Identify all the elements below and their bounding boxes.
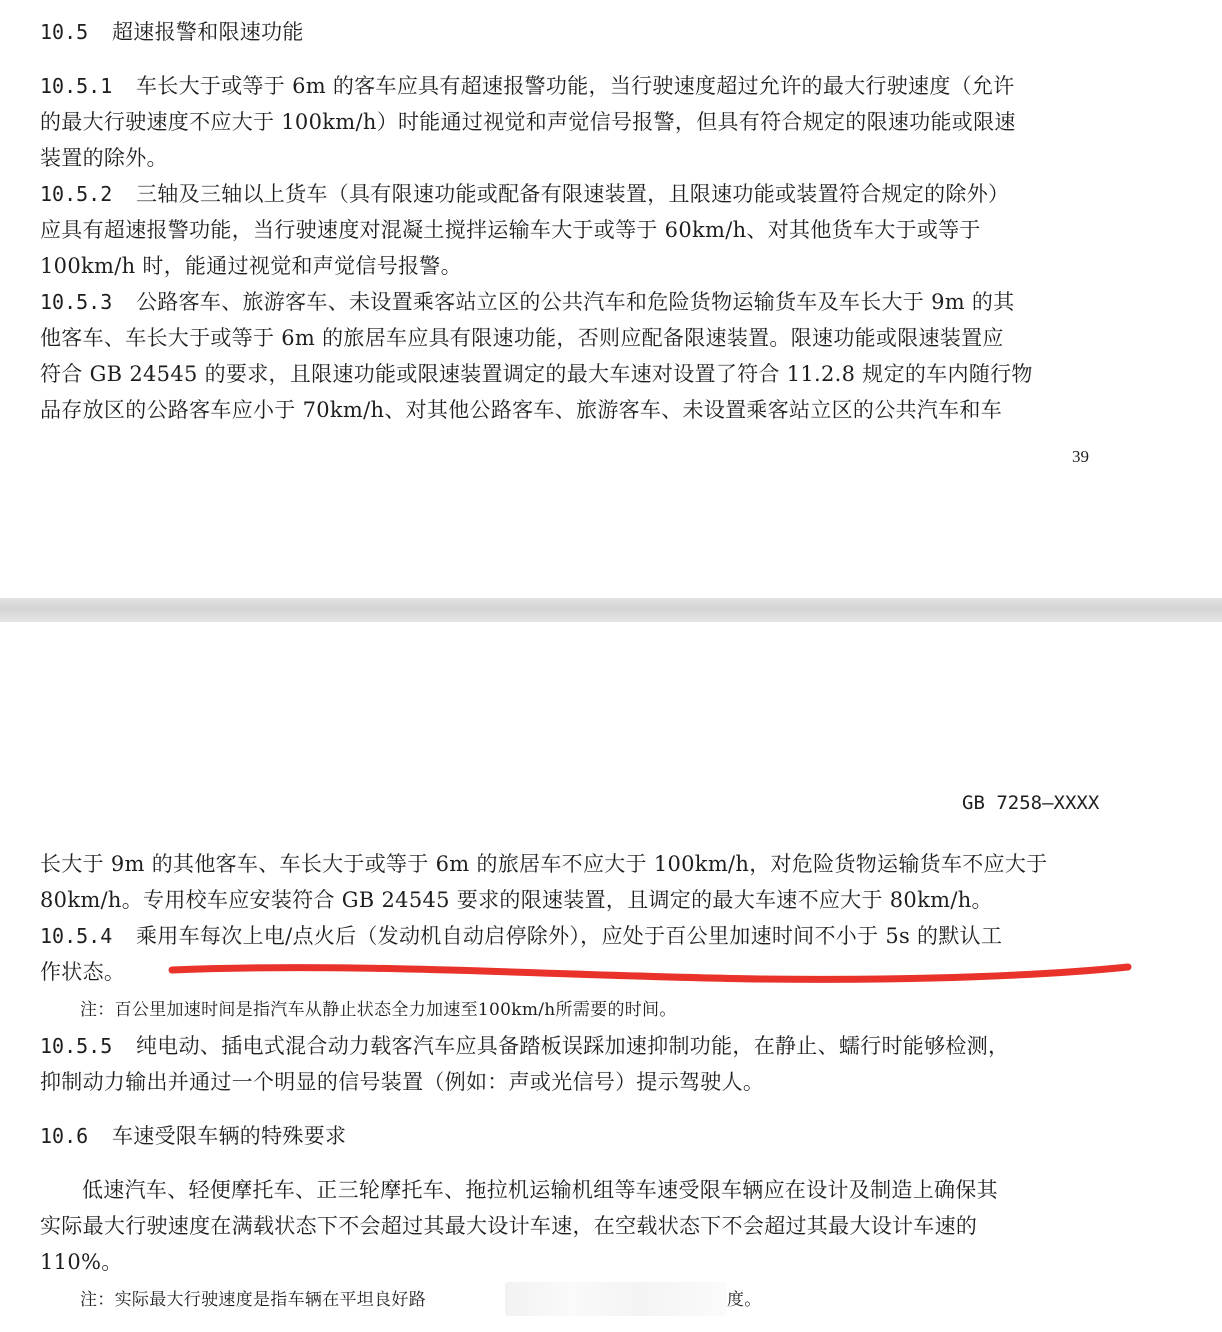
clause-10-5-2-line-1: 10.5.2 三轴及三轴以上货车（具有限速功能或配备有限速装置，且限速功能或装置符合规定的除外） — [40, 182, 1010, 206]
clause-10-5-2-line-3: 100km/h 时，能通过视觉和声觉信号报警。 — [40, 254, 462, 278]
red-underline-stroke — [172, 967, 1128, 979]
note-max-speed-end: 度。 — [727, 1290, 762, 1310]
section-heading-10-5: 10.5 超速报警和限速功能 — [40, 20, 304, 44]
obscured-text-region — [505, 1282, 727, 1316]
clause-10-5-1-line-1: 10.5.1 车长大于或等于 6m 的客车应具有超速报警功能，当行驶速度超过允许的最大行驶速度（允许 — [40, 74, 1015, 98]
clause-10-5-3-line-3: 符合 GB 24545 的要求，且限速功能或限速装置调定的最大车速对设置了符合 11.2.8 规定的车内随行物 — [40, 362, 1033, 386]
section-heading-10-6: 10.6 车速受限车辆的特殊要求 — [40, 1124, 347, 1148]
note-acceleration-time: 注：百公里加速时间是指汽车从静止状态全力加速至100km/h所需要的时间。 — [80, 1000, 677, 1020]
para-10-6-line-2: 实际最大行驶速度在满载状态下不会超过其最大设计车速，在空载状态下不会超过其最大设计车速的 — [40, 1214, 978, 1238]
continued-line-2: 80km/h。专用校车应安装符合 GB 24545 要求的限速装置，且调定的最大车速不应大于 80km/h。 — [40, 888, 993, 912]
page-number: 39 — [1072, 447, 1089, 466]
clause-10-5-2-line-2: 应具有超速报警功能，当行驶速度对混凝土搅拌运输车大于或等于 60km/h、对其他货车大于或等于 — [40, 218, 981, 242]
clause-10-5-4-line-1: 10.5.4 乘用车每次上电/点火后（发动机自动启停除外），应处于百公里加速时间不小于 5s 的默认工 — [40, 924, 1003, 948]
clause-10-5-3-line-2: 他客车、车长大于或等于 6m 的旅居车应具有限速功能，否则应配备限速装置。限速功能或限速装置应 — [40, 326, 1004, 350]
para-10-6-line-3: 110%。 — [40, 1250, 123, 1274]
clause-10-5-3-line-1: 10.5.3 公路客车、旅游客车、未设置乘客站立区的公共汽车和危险货物运输货车及车长大于 9m 的其 — [40, 290, 1015, 314]
standard-code-header: GB 7258—XXXX — [962, 792, 1100, 814]
clause-10-5-5-line-2: 抑制动力输出并通过一个明显的信号装置（例如：声或光信号）提示驾驶人。 — [40, 1070, 765, 1094]
clause-10-5-3-line-4: 品存放区的公路客车应小于 70km/h、对其他公路客车、旅游客车、未设置乘客站立区的公共汽车和车 — [40, 398, 1003, 422]
continued-line-1: 长大于 9m 的其他客车、车长大于或等于 6m 的旅居车不应大于 100km/h，对危险货物运输货车不应大于 — [40, 852, 1048, 876]
clause-10-5-5-line-1: 10.5.5 纯电动、插电式混合动力载客汽车应具备踏板误踩加速抑制功能，在静止、蠕行时能够检测， — [40, 1034, 1010, 1058]
clause-10-5-1-line-3: 装置的除外。 — [40, 146, 168, 170]
clause-10-5-1-line-2: 的最大行驶速度不应大于 100km/h）时能通过视觉和声觉信号报警，但具有符合规定的限速功能或限速 — [40, 110, 1016, 134]
clause-10-5-4-line-2: 作状态。 — [40, 960, 126, 984]
note-max-speed-start: 注：实际最大行驶速度是指车辆在平坦良好路 — [80, 1290, 426, 1310]
para-10-6-line-1: 低速汽车、轻便摩托车、正三轮摩托车、拖拉机运输机组等车速受限车辆应在设计及制造上确保其 — [82, 1178, 998, 1202]
